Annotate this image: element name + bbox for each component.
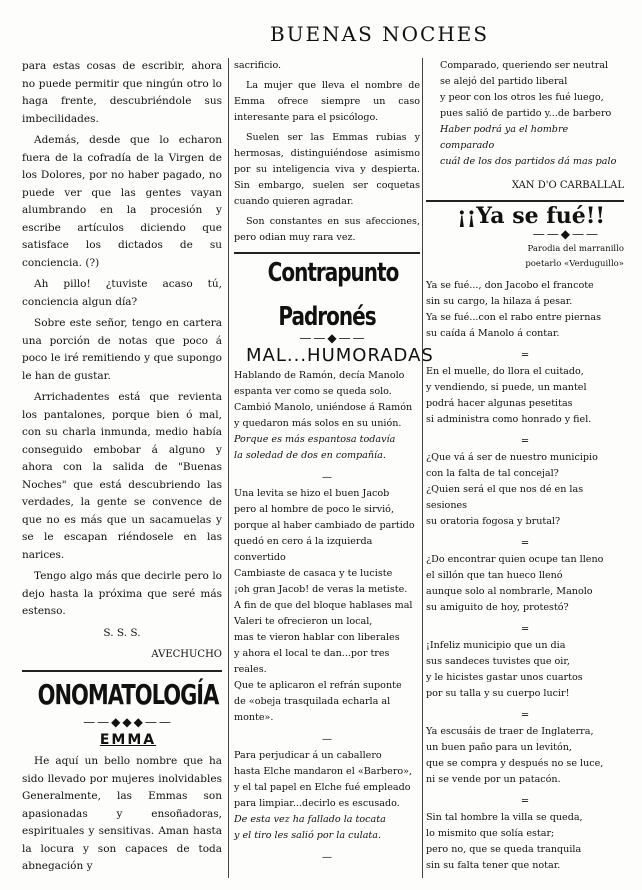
- section-title: ONOMATOLOGÍA: [37, 678, 219, 711]
- verse-line: sin su falta tener que notar.: [426, 860, 561, 871]
- separator: —: [322, 472, 332, 483]
- verse-line: Haber podrá ya el hombre comparado: [440, 124, 569, 151]
- separator: —: [322, 852, 332, 863]
- verse-line: por su talla y su cuerpo lucir!: [426, 688, 570, 699]
- column-divider-2: [422, 58, 423, 878]
- verse-line: ¿Que vá á ser de nuestro municipio: [426, 452, 598, 463]
- paragraph: Sobre este señor, tengo en cartera una porción de notas que poco á poco le iré remitiendo y que supongo le han de gustar.: [22, 317, 222, 382]
- verse-line: lo mismito que solía estar;: [426, 828, 555, 839]
- verse-line: sus sandeces tuvistes que oir,: [426, 656, 570, 667]
- paragraph: Son constantes en sus afecciones, pero odian muy rara vez.: [234, 216, 420, 243]
- verse-line: Para perjudicar á un caballero: [234, 750, 382, 761]
- verse-line: cuál de los dos partidos dá mas palo: [440, 156, 617, 167]
- paragraph: He aquí un bello nombre que ha sido llevado por mujeres inolvidables Generalmente, las Emmas son apasionadas y ensoñadoras, espirituales y sensitivas. Aman hasta la locura y son capaces de toda abnegación y: [22, 755, 222, 872]
- verse-line: Porque es más espantosa todavía: [234, 434, 396, 445]
- verse-line: y peor con los otros les fué luego,: [440, 92, 604, 103]
- verse-line: su oratoria fogosa y brutal?: [426, 516, 561, 527]
- verse-line: y el tiro les salió por la culata.: [234, 830, 382, 841]
- poem-note: poetarlo «Verduguillo»: [525, 259, 624, 269]
- stanza: [426, 638, 624, 702]
- separator: ═: [521, 350, 529, 361]
- paragraph: sacrificio.: [234, 60, 282, 71]
- verse-line: ¿Quien será el que nos dé en las sesiones: [426, 484, 584, 511]
- signature-initials: S. S. S.: [103, 626, 141, 639]
- paragraph: La mujer que lleva el nombre de Emma ofrece siempre un caso interesante para el psicólogo.: [234, 80, 420, 123]
- separator: —: [322, 734, 332, 745]
- verse-line: y vendiendo, si puede, un mantel: [426, 382, 587, 393]
- verse-line: Cambió Manolo, uniéndose á Ramón: [234, 402, 413, 413]
- verse-line: con la falta de tal concejal?: [426, 468, 559, 479]
- stanza: [426, 58, 624, 170]
- verse-line: Cambiaste de casaca y te luciste: [234, 568, 393, 579]
- separator: ═: [521, 538, 529, 549]
- verse-line: Ya se fué...con el rabo entre piernas: [426, 312, 602, 323]
- stanza: [234, 748, 420, 844]
- verse-line: quedó en cero á la izquierda convertido: [234, 536, 373, 563]
- verse-line: sin su cargo, la hilaza á pesar.: [426, 296, 573, 307]
- ornament: ——◆——: [532, 227, 600, 241]
- column-1: [22, 58, 222, 880]
- verse-line: y el tal papel en Elche fué empleado: [234, 782, 411, 793]
- verse-line: pero al hombre de poco le sirvió,: [234, 504, 394, 515]
- verse-line: podrá hacer algunas pesetitas: [426, 398, 573, 409]
- verse-line: Ya escusáis de traer de Inglaterra,: [426, 726, 594, 737]
- verse-line: aunque solo al nombrarle, Manolo: [426, 586, 593, 597]
- verse-line: se alejó del partido liberal: [440, 76, 568, 87]
- stanza: [426, 278, 624, 342]
- divider: [22, 670, 222, 672]
- verse-line: de «obeja trasquilada echarla al monte».: [234, 696, 391, 723]
- separator: ═: [521, 710, 529, 721]
- verse-line: Sin tal hombre la villa se queda,: [426, 812, 583, 823]
- verse-line: su caída á Manolo á contar.: [426, 328, 560, 339]
- verse-line: En el muelle, do llora el cuitado,: [426, 366, 584, 377]
- paragraph: Tengo algo más que decirle pero lo dejo hasta la próxima que seré más estenso.: [22, 570, 222, 617]
- verse-line: mas te vieron hablar con liberales: [234, 632, 400, 643]
- verse-line: si administra como honrado y fiel.: [426, 414, 592, 425]
- column-divider-1: [228, 58, 229, 878]
- separator: ═: [521, 436, 529, 447]
- verse-line: ¡oh gran Jacob! de veras la metiste.: [234, 584, 408, 595]
- verse-line: el sillón que tan hueco llenó: [426, 570, 563, 581]
- signature-author: AVECHUCHO: [151, 649, 222, 660]
- divider: [426, 200, 624, 202]
- separator: ═: [521, 624, 529, 635]
- verse-line: hasta Elche mandaron el «Barbero»,: [234, 766, 413, 777]
- verse-line: Hablando de Ramón, decía Manolo: [234, 370, 405, 381]
- verse-line: Comparado, queriendo ser neutral: [440, 60, 609, 71]
- stanza: [426, 364, 624, 428]
- signature-author: XAN D'O CARBALLAL: [511, 180, 624, 191]
- stanza: [234, 368, 420, 464]
- masthead: BUENAS NOCHES: [270, 22, 490, 46]
- verse-line: Una levita se hizo el buen Jacob: [234, 488, 390, 499]
- verse-line: pues salió de partido y...de barbero: [440, 108, 612, 119]
- verse-line: y quedaron más solos en su unión.: [234, 418, 402, 429]
- verse-line: espanta ver como se queda solo.: [234, 386, 392, 397]
- verse-line: pero no, que se queda tranquila: [426, 844, 582, 855]
- stanza: [426, 724, 624, 788]
- verse-line: ¿Do encontrar quien ocupe tan lleno: [426, 554, 604, 565]
- stanza: [234, 486, 420, 726]
- paragraph: Además, desde que lo echaron fuera de la cofradía de la Virgen de los Dolores, por no haber pagado, no puede ver que las gentes vayan alumbrando en la procesión y escribe artículos diciendo que satisface los dictados de su conciencia. (?): [22, 134, 222, 269]
- verse-line: y ahora el local te dan...por tres reales.: [234, 648, 390, 675]
- poem-note: Parodia del marranillo: [527, 244, 624, 254]
- verse-line: Ya se fué..., don Jacobo el francote: [426, 280, 594, 291]
- section-title: Contrapunto Padronés: [267, 256, 399, 332]
- verse-line: para limpiar...decirlo es escusado.: [234, 798, 400, 809]
- section-subtitle: EMMA: [99, 731, 157, 748]
- paragraph: Suelen ser las Emmas rubias y hermosas, distinguiéndose asimismo por su inteligencia viva y despierta. Sin embargo, suelen ser coquetas cuando quieren agradar.: [234, 132, 420, 207]
- verse-line: porque al haber cambiado de partido: [234, 520, 415, 531]
- ornament: ——◆——: [299, 331, 367, 345]
- verse-line: un buen paño para un levitón,: [426, 742, 572, 753]
- poem-ending: [426, 58, 624, 170]
- section-subtitle: MAL...HUMORADAS: [246, 345, 434, 366]
- stanza: [426, 450, 624, 530]
- verse-line: la soledad de dos en compañía.: [234, 450, 386, 461]
- column-3: [426, 58, 624, 882]
- column-2: [234, 58, 434, 866]
- separator: ═: [521, 796, 529, 807]
- stanza: [426, 810, 624, 874]
- stanza: [426, 552, 624, 616]
- verse-line: De esta vez ha fallado la tocata: [234, 814, 386, 825]
- verse-line: ¡Infeliz municipio que un dia: [426, 640, 566, 651]
- poem: [234, 368, 420, 864]
- paragraph: para estas cosas de escribir, ahora no puede permitir que ningún otro lo haga frente, descubriéndole sus imbecilidades.: [22, 60, 222, 125]
- verse-line: Que te aplicaron el refrán suponte: [234, 680, 402, 691]
- verse-line: A fin de que del bloque hablases mal: [234, 600, 413, 611]
- poem: [426, 278, 624, 874]
- verse-line: Valeri te ofrecieron un local,: [234, 616, 373, 627]
- paragraph: Ah pillo! ¿tuviste acaso tú, conciencia algun día?: [22, 278, 222, 308]
- verse-line: su amiguito de hoy, protestó?: [426, 602, 569, 613]
- paragraph: Arrichadentes está que revienta los pantalones, porque bien ó mal, con su charla inmunda, medio había conseguido embobar á alguno y ahora con la salida de "Buenas Noches" que está descubriendo las verdades, la gente se convence de que no es más que un sacamuelas y se le escapan riéndosele en las narices.: [22, 391, 222, 561]
- ornament: ——◆◆◆——: [83, 714, 173, 729]
- verse-line: y le hicistes gastar unos cuartos: [426, 672, 583, 683]
- poem-title: ¡¡Ya se fué!!: [456, 203, 606, 229]
- verse-line: que se compra y después no se luce,: [426, 758, 604, 769]
- verse-line: ni se vende por un patacón.: [426, 774, 561, 785]
